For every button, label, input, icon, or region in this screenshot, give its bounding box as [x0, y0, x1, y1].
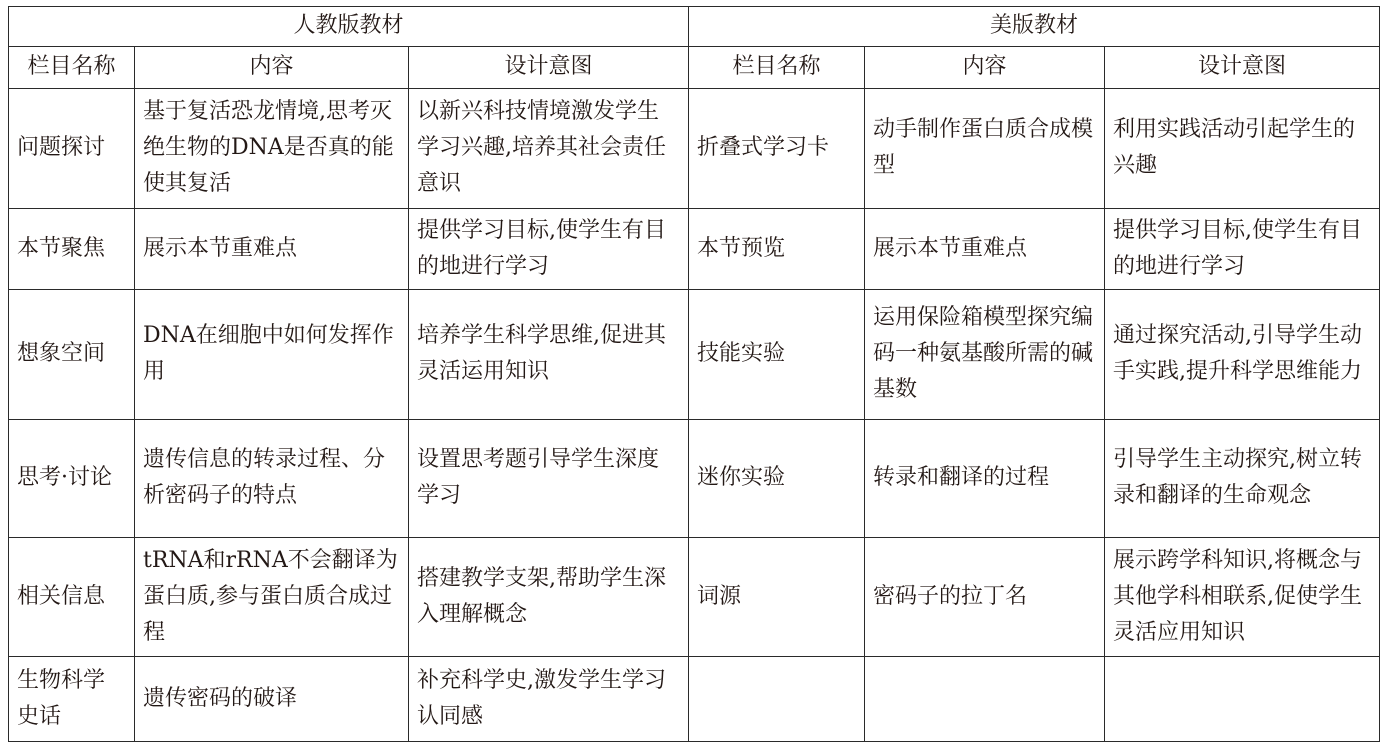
cell-right-intent: 引导学生主动探究,树立转录和翻译的生命观念: [1105, 419, 1380, 538]
cell-right-intent: 展示跨学科知识,将概念与其他学科相联系,促使学生灵活应用知识: [1105, 538, 1380, 657]
cell-left-content: tRNA和rRNA不会翻译为蛋白质,参与蛋白质合成过程: [135, 538, 409, 657]
cell-right-content: 运用保险箱模型探究编码一种氨基酸所需的碱基数: [865, 289, 1105, 419]
cell-right-name: [689, 656, 865, 741]
cell-left-name: 本节聚焦: [9, 208, 135, 289]
cell-right-name: 技能实验: [689, 289, 865, 419]
cell-left-name: 生物科学史话: [9, 656, 135, 741]
table-row: [9, 538, 1380, 657]
cell-right-content: 展示本节重难点: [865, 208, 1105, 289]
column-header-row: [9, 46, 1380, 89]
cell-left-content: 遗传密码的破译: [135, 656, 409, 741]
cell-left-intent: 搭建教学支架,帮助学生深入理解概念: [409, 538, 689, 657]
cell-left-name: 相关信息: [9, 538, 135, 657]
comparison-table: [8, 6, 1380, 742]
column-header-content: 内容: [135, 46, 409, 89]
cell-left-name: 问题探讨: [9, 89, 135, 209]
table-row: [9, 208, 1380, 289]
table-row: [9, 656, 1380, 741]
cell-left-name: 想象空间: [9, 289, 135, 419]
column-header-content: 内容: [865, 46, 1105, 89]
cell-right-intent: 提供学习目标,使学生有目的地进行学习: [1105, 208, 1380, 289]
cell-right-name: 折叠式学习卡: [689, 89, 865, 209]
cell-right-name: 本节预览: [689, 208, 865, 289]
group-header-right: 美版教材: [689, 7, 1380, 47]
group-header-left: 人教版教材: [9, 7, 689, 47]
table-row: [9, 89, 1380, 209]
cell-right-intent: 通过探究活动,引导学生动手实践,提升科学思维能力: [1105, 289, 1380, 419]
cell-left-intent: 培养学生科学思维,促进其灵活运用知识: [409, 289, 689, 419]
cell-left-content: DNA在细胞中如何发挥作用: [135, 289, 409, 419]
cell-right-content: 动手制作蛋白质合成模型: [865, 89, 1105, 209]
cell-left-intent: 补充科学史,激发学生学习认同感: [409, 656, 689, 741]
cell-left-name: 思考·讨论: [9, 419, 135, 538]
cell-left-intent: 提供学习目标,使学生有目的地进行学习: [409, 208, 689, 289]
table-row: [9, 289, 1380, 419]
column-header-name: 栏目名称: [9, 46, 135, 89]
cell-right-content: 密码子的拉丁名: [865, 538, 1105, 657]
cell-left-intent: 设置思考题引导学生深度学习: [409, 419, 689, 538]
cell-left-content: 展示本节重难点: [135, 208, 409, 289]
column-header-intent: 设计意图: [409, 46, 689, 89]
column-header-name: 栏目名称: [689, 46, 865, 89]
cell-right-intent: [1105, 656, 1380, 741]
cell-right-content: [865, 656, 1105, 741]
cell-left-intent: 以新兴科技情境激发学生学习兴趣,培养其社会责任意识: [409, 89, 689, 209]
cell-left-content: 遗传信息的转录过程、分析密码子的特点: [135, 419, 409, 538]
table-row: [9, 419, 1380, 538]
cell-right-intent: 利用实践活动引起学生的兴趣: [1105, 89, 1380, 209]
column-header-intent: 设计意图: [1105, 46, 1380, 89]
cell-right-content: 转录和翻译的过程: [865, 419, 1105, 538]
group-header-row: [9, 7, 1380, 47]
cell-left-content: 基于复活恐龙情境,思考灭绝生物的DNA是否真的能使其复活: [135, 89, 409, 209]
cell-right-name: 词源: [689, 538, 865, 657]
cell-right-name: 迷你实验: [689, 419, 865, 538]
